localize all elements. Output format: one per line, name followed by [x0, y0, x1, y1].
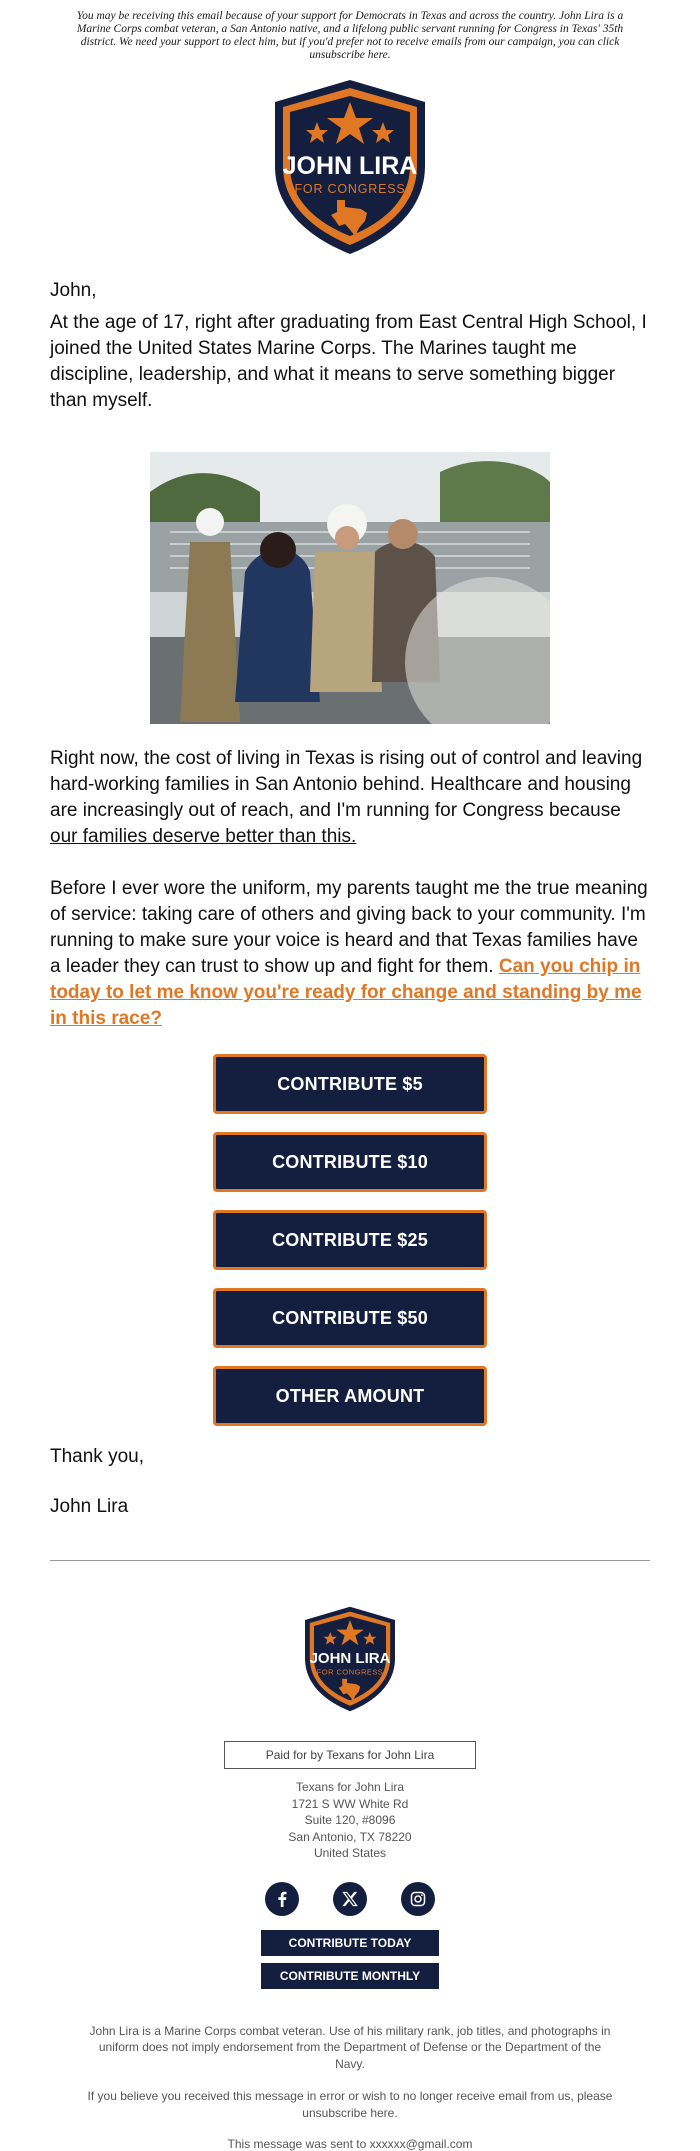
paragraph-cost-of-living: Right now, the cost of living in Texas is rising out of control and leaving hard-working families in San Antonio behind. Healthcare and housing are increasingly out of reach, and I'm running for Congress because our families deserve better than this.	[50, 748, 643, 847]
greeting: John,	[50, 280, 97, 301]
email-body	[0, 10, 700, 2151]
address-line: Texans for John Lira	[295, 1780, 405, 1794]
signature: John Lira	[50, 1496, 129, 1517]
contribute-25-button[interactable]: CONTRIBUTE $25	[213, 1210, 487, 1270]
social-links	[0, 1882, 700, 1916]
contribute-buttons	[50, 1054, 650, 1426]
paid-for-box: Paid for by Texans for John Lira	[224, 1741, 476, 1769]
military-disclaimer: John Lira is a Marine Corps combat veteran. Use of his military rank, job titles, and photographs in uniform does not imply endorsement from the Department of Defense or the Department of the Navy.	[89, 2023, 611, 2071]
logo-subtitle: FOR CONGRESS	[316, 1667, 384, 1677]
contribute-monthly-button[interactable]: CONTRIBUTE MONTHLY	[261, 1963, 439, 1989]
unsubscribe-notice[interactable]: If you believe you received this message in error or wish to no longer receive email from us, please unsubscribe here.	[87, 2089, 613, 2120]
closing: Thank you,	[50, 1446, 144, 1467]
campaign-logo[interactable]	[265, 76, 435, 258]
address-line: 1721 S WW White Rd	[291, 1796, 409, 1811]
x-icon[interactable]	[333, 1882, 367, 1916]
footer-logo[interactable]	[299, 1599, 401, 1719]
contribute-today-button[interactable]: CONTRIBUTE TODAY	[261, 1930, 439, 1956]
divider	[50, 1560, 650, 1561]
contribute-5-button[interactable]: CONTRIBUTE $5	[213, 1054, 487, 1114]
preheader-text: You may be receiving this email because of your support for Democrats in Texas and across the country. John Lira is a Marine Corps combat veteran, a San Antonio native, and a lifelong public servant running for Congress in Texas' 35th district. We need your support to elect him, but if you'd prefer not to receive emails from our campaign, you can click unsubscribe here.	[76, 10, 624, 61]
address-line: Suite 120, #8096	[304, 1813, 396, 1827]
donate-link[interactable]: Can you chip in today to let me know you're ready for change and standing by me in this race?	[50, 956, 642, 1029]
logo-name: JOHN LIRA	[282, 152, 418, 180]
address-line: United States	[313, 1846, 387, 1860]
family-photo	[150, 452, 550, 724]
other-amount-button[interactable]: OTHER AMOUNT	[213, 1366, 487, 1426]
underlined-text: our families deserve better than this.	[50, 826, 357, 847]
address-line: San Antonio, TX 78220	[288, 1829, 412, 1844]
sent-to-notice: This message was sent to xxxxxx@gmail.com	[227, 2137, 473, 2151]
facebook-icon[interactable]	[265, 1882, 299, 1916]
contribute-10-button[interactable]: CONTRIBUTE $10	[213, 1132, 487, 1192]
paragraph-service: Before I ever wore the uniform, my parents taught me the true meaning of service: taking care of others and giving back to your community. I'm running to make sure your voice is heard and that Texas families have a leader they can trust to show up and fight for them. Can you chip in today to let me know you're ready for change and standing by me in this race?	[50, 878, 648, 1029]
logo-subtitle: FOR CONGRESS	[294, 182, 406, 196]
paragraph-intro: At the age of 17, right after graduating from East Central High School, I joined the United States Marine Corps. The Marines taught me discipline, leadership, and what it means to serve something bigger than myself.	[50, 312, 647, 411]
instagram-icon[interactable]	[401, 1882, 435, 1916]
mailing-address	[0, 1779, 700, 1862]
logo-name: JOHN LIRA	[309, 1650, 391, 1668]
contribute-50-button[interactable]: CONTRIBUTE $50	[213, 1288, 487, 1348]
